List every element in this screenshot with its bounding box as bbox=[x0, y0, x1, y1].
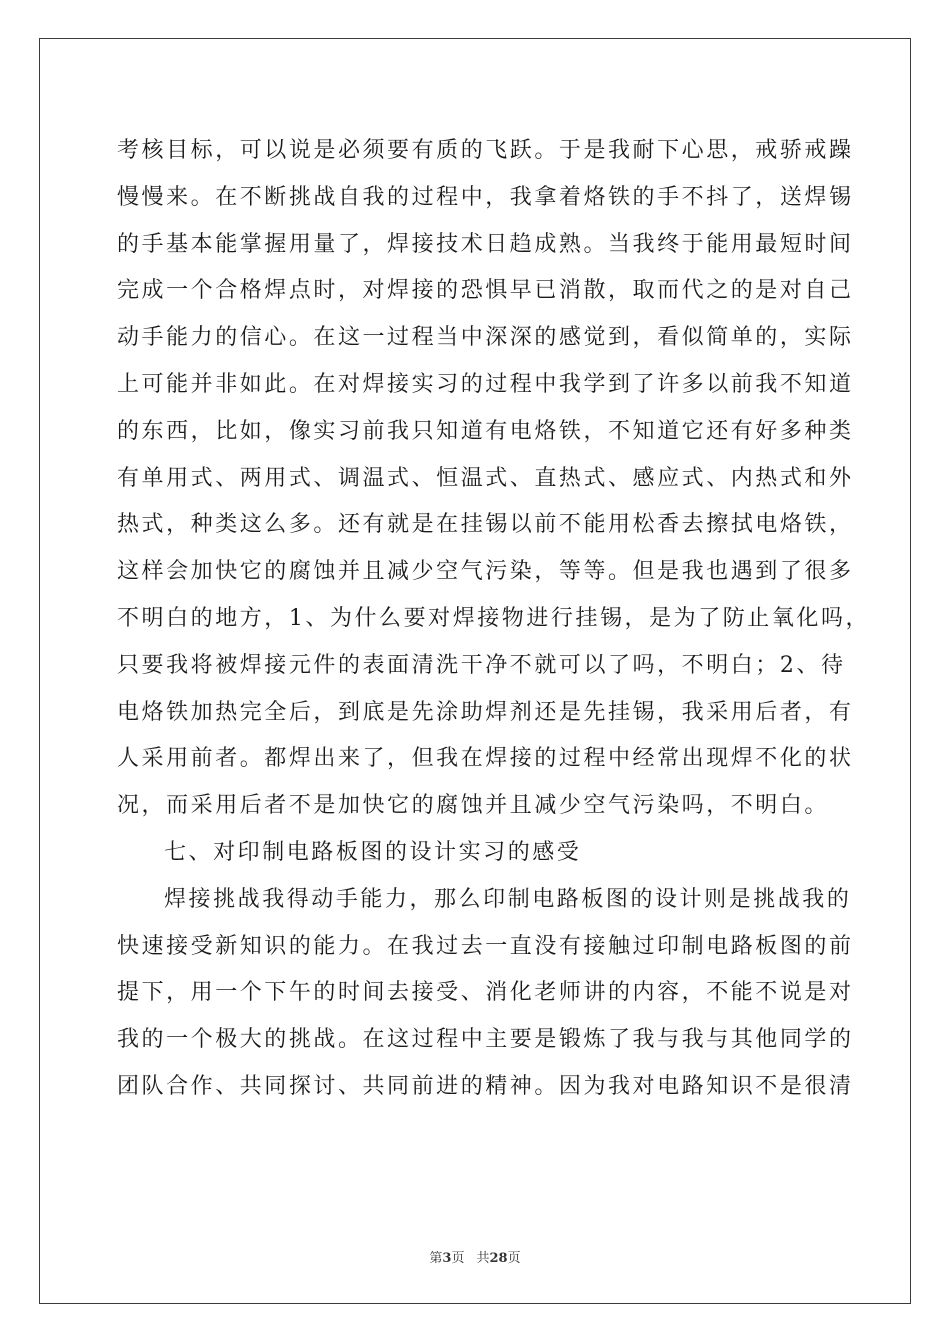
text-line: 有单用式、两用式、调温式、恒温式、直热式、感应式、内热式和外 bbox=[117, 465, 854, 491]
text-line: 况，而采用后者不是加快它的腐蚀并且减少空气污染吗，不明白。 bbox=[117, 793, 829, 819]
page-suffix: 页 bbox=[451, 1251, 465, 1266]
text-line: 上可能并非如此。在对焊接实习的过程中我学到了许多以前我不知道 bbox=[117, 371, 854, 397]
text-line: 热式，种类这么多。还有就是在挂锡以前不能用松香去擦拭电烙铁， bbox=[117, 512, 854, 538]
text-line: 电烙铁加热完全后，到底是先涂助焊剂还是先挂锡，我采用后者，有 bbox=[117, 699, 854, 725]
text-line: 团队合作、共同探讨、共同前进的精神。因为我对电路知识不是很清 bbox=[117, 1073, 854, 1099]
text-line: 提下，用一个下午的时间去接受、消化老师讲的内容，不能不说是对 bbox=[117, 980, 854, 1006]
text-line: 不明白的地方，1、为什么要对焊接物进行挂锡，是为了防止氧化吗， bbox=[117, 605, 871, 631]
text-line: 焊接挑战我得动手能力，那么印制电路板图的设计则是挑战我的 bbox=[164, 886, 852, 912]
page-footer bbox=[0, 1247, 950, 1266]
text-line: 七、对印制电路板图的设计实习的感受 bbox=[164, 839, 582, 865]
text-line: 只要我将被焊接元件的表面清洗干净不就可以了吗，不明白；2、待 bbox=[117, 652, 846, 678]
text-line: 的手基本能掌握用量了，焊接技术日趋成熟。当我终于能用最短时间 bbox=[117, 231, 854, 257]
text-line: 这样会加快它的腐蚀并且减少空气污染，等等。但是我也遇到了很多 bbox=[117, 559, 854, 585]
document-body bbox=[117, 128, 871, 1111]
total-pages: 28 bbox=[489, 1251, 508, 1266]
total-suffix: 页 bbox=[507, 1251, 521, 1266]
total-prefix: 共 bbox=[476, 1251, 490, 1266]
text-line: 动手能力的信心。在这一过程当中深深的感觉到，看似简单的，实际 bbox=[117, 325, 854, 351]
text-line: 的东西，比如，像实习前我只知道有电烙铁，不知道它还有好多种类 bbox=[117, 418, 854, 444]
text-line: 考核目标，可以说是必须要有质的飞跃。于是我耐下心思，戒骄戒躁 bbox=[117, 138, 854, 163]
text-line: 人采用前者。都焊出来了，但我在焊接的过程中经常出现焊不化的状 bbox=[117, 746, 854, 772]
page-number: 3 bbox=[442, 1251, 452, 1266]
page-prefix: 第 bbox=[429, 1251, 443, 1266]
text-line: 慢慢来。在不断挑战自我的过程中，我拿着烙铁的手不抖了，送焊锡 bbox=[117, 184, 854, 210]
text-line: 快速接受新知识的能力。在我过去一直没有接触过印制电路板图的前 bbox=[117, 933, 854, 959]
text-line: 完成一个合格焊点时，对焊接的恐惧早已消散，取而代之的是对自己 bbox=[117, 278, 854, 304]
text-line: 我的一个极大的挑战。在这过程中主要是锻炼了我与我与其他同学的 bbox=[117, 1027, 854, 1053]
